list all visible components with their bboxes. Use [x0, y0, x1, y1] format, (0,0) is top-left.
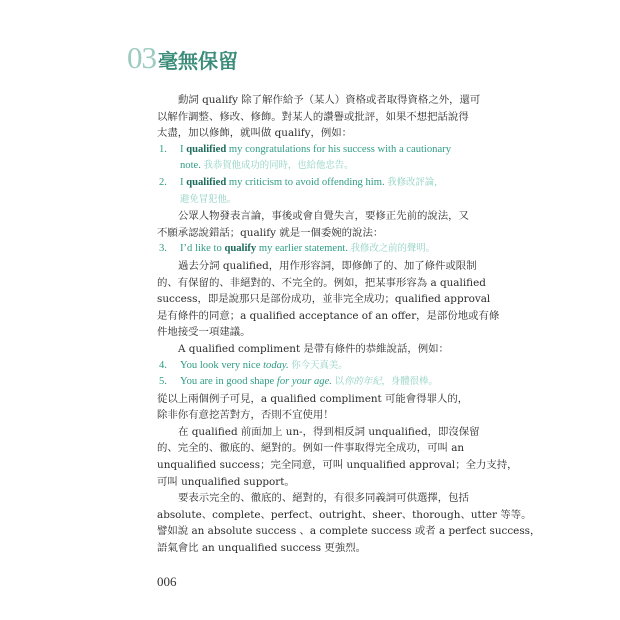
chapter-title: 毫無保留 — [158, 49, 238, 73]
example-text: I — [180, 143, 187, 155]
example-translation: 避免冒犯他。 — [180, 193, 237, 205]
emphasis: for your age. — [276, 376, 332, 388]
example-5 — [157, 374, 463, 391]
text-line: 的、完全的、徹底的、絕對的。例如一件事取得完全成功，可叫 an — [157, 442, 465, 455]
example-1 — [157, 142, 463, 175]
example-number: 1. — [159, 143, 167, 155]
example-number: 2. — [159, 176, 167, 188]
paragraph-1 — [157, 92, 481, 142]
example-text: I’d like to — [180, 243, 225, 255]
example-number: 5. — [159, 376, 167, 388]
text-line: 在 qualified 前面加上 un-，得到相反詞 unqualified，即沒保留 — [178, 425, 480, 438]
example-2 — [157, 175, 463, 208]
text-line: 語氣會比 an unqualified success 更強烈。 — [157, 542, 366, 555]
page-number: 006 — [157, 574, 177, 589]
text-line: 太盡，加以修飾，就叫做 qualify，例如： — [157, 127, 353, 140]
text-line: 可叫 unqualified support。 — [157, 475, 295, 488]
text-line: absolute、complete、perfect、outright、sheer、thorough、utter 等等。 — [157, 508, 532, 521]
text-line: A qualified compliment 是帶有條件的恭維說話，例如： — [178, 342, 449, 355]
paragraph-6 — [157, 424, 518, 490]
example-text: my earlier statement. — [256, 243, 349, 255]
example-number: 4. — [159, 359, 167, 371]
text-line: 以解作調整、修改、修飾。對某人的讚譽或批評，如果不想把話說得 — [157, 110, 469, 123]
emphasis: 你的年紀 — [343, 376, 382, 388]
example-translation: 你今天真美。 — [291, 359, 348, 371]
example-text: my criticism to avoid offending him. — [226, 176, 385, 188]
example-text: I — [180, 176, 187, 188]
text-line: 從以上兩個例子可見，a qualified compliment 可能會得罪人的， — [157, 392, 469, 405]
keyword: qualified — [186, 176, 227, 188]
text-line: 不願承認說錯話；qualify 就是一個委婉的說法： — [157, 226, 384, 239]
example-translation: ，身體很棒。 — [381, 376, 438, 388]
text-line: 件地接受一項建議。 — [157, 326, 251, 339]
text-line: 除非你有意挖苦對方，否則不宜使用！ — [157, 409, 334, 422]
paragraph-4 — [157, 341, 463, 358]
paragraph-3 — [157, 258, 500, 341]
text-line: 的、有保留的、非絕對的、不完全的。例如，把某事形容為 a qualified — [157, 276, 486, 289]
example-text: note. — [180, 160, 201, 172]
emphasis: today. — [263, 359, 289, 371]
example-text: my congratulations for his success with a cautionary — [226, 143, 451, 155]
text-line: 是有條件的同意；a qualified acceptance of an offer，是部份地或有條 — [157, 309, 500, 322]
example-4 — [157, 358, 463, 375]
text-line: 過去分詞 qualified，用作形容詞，即修飾了的、加了條件或限制 — [178, 259, 477, 272]
example-text: You are in good shape — [180, 376, 277, 388]
text-line: 譬如說 an absolute success 、a complete success 或者 a perfect success， — [157, 525, 541, 538]
example-translation: 我修改之前的聲明。 — [350, 243, 436, 255]
paragraph-5 — [157, 391, 469, 424]
text-line: 動詞 qualify 除了解作給予（某人）資格或者取得資格之外，還可 — [178, 94, 481, 106]
text-line: 要表示完全的、徹底的、絕對的，有很多同義詞可供選擇，包括 — [178, 492, 469, 505]
keyword: qualify — [224, 243, 257, 255]
paragraph-7 — [157, 490, 541, 556]
chapter-number: 03 — [127, 40, 156, 75]
example-translation: 以 — [334, 376, 344, 388]
keyword: qualified — [186, 143, 227, 155]
example-3 — [157, 241, 463, 258]
article-body — [157, 92, 541, 557]
example-translation: 我恭賀他成功的同時，也給他忠告。 — [203, 160, 354, 172]
example-translation: 我修改評論， — [387, 176, 444, 188]
text-line: success，即是說那只是部份成功，並非完全成功；qualified approval — [157, 293, 491, 306]
text-line: unqualified success；完全同意，可叫 unqualified approval；全力支持， — [157, 459, 518, 472]
paragraph-2 — [157, 208, 469, 241]
chapter-heading — [127, 40, 238, 74]
text-line: 公眾人物發表言論，事後或會自覺失言，要修正先前的說法，又 — [178, 210, 469, 223]
example-number: 3. — [159, 243, 167, 255]
example-text: You look very nice — [180, 359, 264, 371]
